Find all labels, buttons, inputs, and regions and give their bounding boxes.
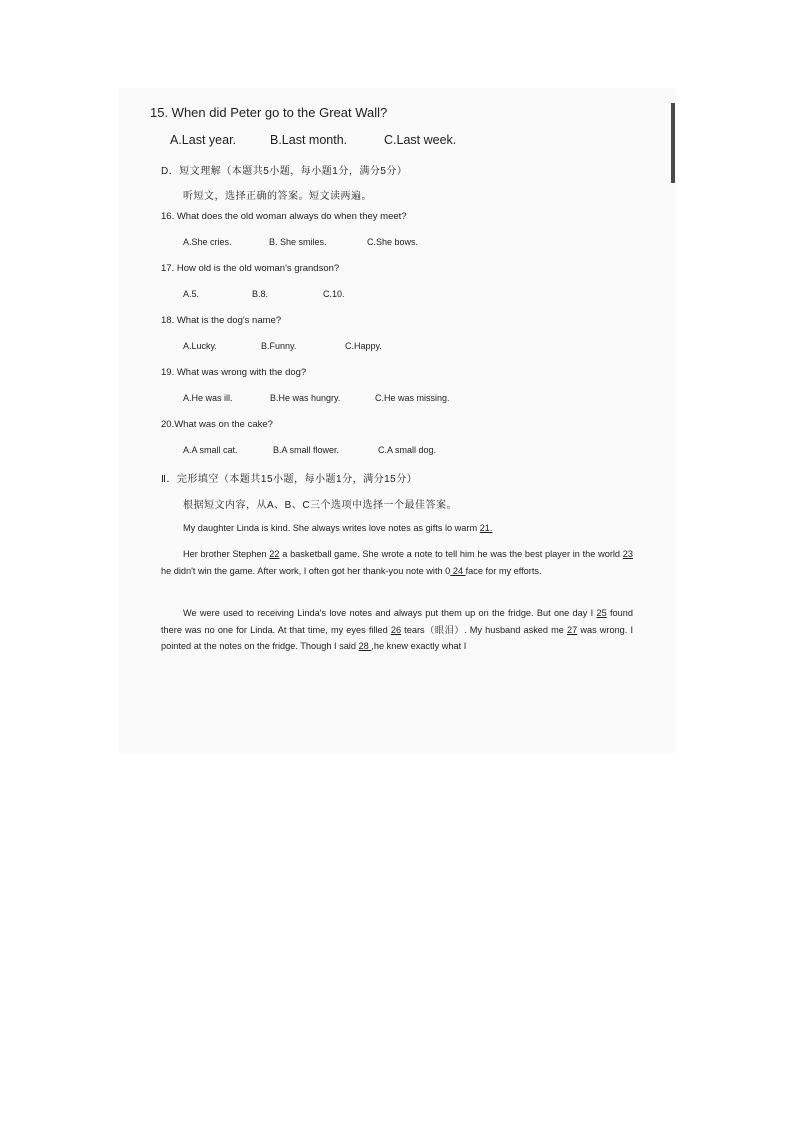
- passage-text: was wrong. I pointed at the notes on the fridge. Though I said: [161, 624, 634, 651]
- question-20: 20.What was on the cake?: [161, 419, 273, 430]
- option-c: C.She bows.: [367, 237, 419, 247]
- question-19: 19. What was wrong with the dog?: [161, 367, 307, 378]
- question-15-options: [170, 133, 456, 147]
- passage-text: tears（眼泪）. My husband asked me: [401, 624, 567, 635]
- blank-24: 24: [450, 565, 466, 576]
- scrollbar-thumb[interactable]: [671, 103, 675, 183]
- blank-21: 21.: [479, 523, 493, 533]
- passage-text: found there was no one for Linda. At that time, my eyes filled: [161, 608, 633, 635]
- question-20-options: [183, 445, 436, 455]
- passage-text: Her brother Stephen: [183, 549, 270, 559]
- passage-text: he didn't win the game. After work, I often got her thank-you note with 0: [161, 565, 451, 576]
- option-b: B.Last month.: [270, 133, 348, 147]
- option-a: A.Last year.: [170, 133, 237, 147]
- blank-26: 26: [390, 624, 402, 635]
- question-18: 18. What is the dog's name?: [161, 315, 282, 326]
- option-c: C.A small dog.: [378, 445, 437, 455]
- option-b: B.Funny.: [261, 341, 297, 351]
- question-17-options: [183, 289, 345, 299]
- option-a: A.5.: [183, 289, 200, 299]
- question-17: 17. How old is the old woman's grandson?: [161, 263, 340, 274]
- question-19-options: [183, 393, 450, 403]
- option-b: B.8.: [252, 289, 269, 299]
- question-16-options: [183, 237, 418, 247]
- option-a: A.Lucky.: [183, 341, 217, 351]
- question-15: 15. When did Peter go to the Great Wall?: [150, 105, 388, 120]
- option-c: C.Happy.: [345, 341, 382, 351]
- passage-text: ,he knew exactly what I: [371, 641, 467, 651]
- option-b: B. She smiles.: [269, 237, 327, 247]
- blank-23: 23: [622, 549, 633, 559]
- passage-text: face for my efforts.: [465, 565, 542, 576]
- option-c: C.Last week.: [384, 133, 457, 147]
- option-a: A.She cries.: [183, 237, 232, 247]
- blank-27: 27: [566, 624, 578, 635]
- blank-25: 25: [596, 608, 607, 618]
- passage-text: My daughter Linda is kind. She always writes love notes as gifts lo warm: [183, 523, 480, 533]
- passage-paragraph-1: [161, 520, 633, 537]
- blank-28: 28: [358, 641, 372, 651]
- option-a: A.A small cat.: [183, 445, 238, 455]
- option-c: C.He was missing.: [375, 393, 450, 403]
- option-b: B.He was hungry.: [270, 393, 341, 403]
- passage-text: We were used to receiving Linda's love notes and always put them up on the fridge. But one day I: [183, 608, 597, 618]
- passage-text: a basketball game. She wrote a note to tell him he was the best player in the world: [279, 549, 623, 559]
- section-d-heading: D．短文理解（本题共5小题，每小题1分，满分5分）: [161, 166, 408, 177]
- passage-paragraph-2: [161, 546, 633, 579]
- option-c: C.10.: [323, 289, 345, 299]
- question-16: 16. What does the old woman always do when they meet?: [161, 211, 407, 222]
- passage-paragraph-3: [161, 605, 633, 655]
- option-a: A.He was ill.: [183, 393, 233, 403]
- question-18-options: [183, 341, 382, 351]
- section-d-instruction: 听短文，选择正确的答案。短文读两遍。: [183, 191, 372, 202]
- section-ii-instruction: 根据短文内容，从A、B、C三个选项中选择一个最佳答案。: [183, 500, 458, 511]
- section-ii-heading: Ⅱ．完形填空（本题共15小题，每小题1分，满分15分）: [161, 474, 418, 485]
- blank-22: 22: [269, 549, 280, 559]
- option-b: B.A small flower.: [273, 445, 340, 455]
